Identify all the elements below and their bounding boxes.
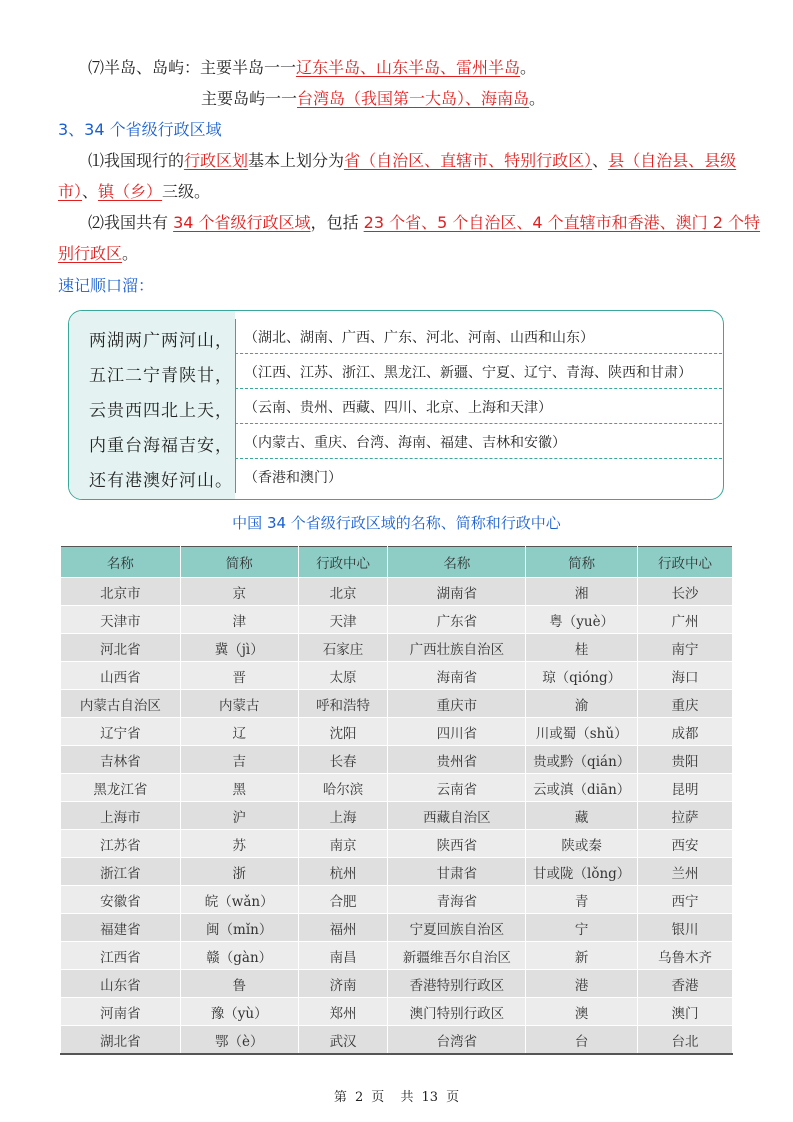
- table-cell: 拉萨: [638, 802, 733, 830]
- table-cell: 苏: [180, 830, 298, 858]
- rhyme-verse: 两湖两广两河山，: [89, 331, 233, 351]
- table-cell: 吉: [180, 746, 298, 774]
- table-cell: 沪: [180, 802, 298, 830]
- table-cell: 皖（wǎn）: [180, 886, 298, 914]
- page-prefix: 第: [333, 1090, 347, 1105]
- table-row: [61, 802, 733, 830]
- table-row: [61, 830, 733, 858]
- column-header: 名称: [61, 547, 181, 578]
- table-cell: 辽宁省: [61, 718, 181, 746]
- table-cell: 长沙: [638, 578, 733, 606]
- table-cell: 鄂（è）: [180, 1026, 298, 1055]
- table-row: [61, 970, 733, 998]
- table-cell: 昆明: [638, 774, 733, 802]
- punctuation: 。: [529, 89, 546, 108]
- table-cell: 河南省: [61, 998, 181, 1026]
- text-span: 我国共有: [104, 213, 174, 232]
- highlight-term: 省（自治区、直辖市、特别行政区）: [344, 151, 593, 170]
- table-cell: 成都: [638, 718, 733, 746]
- column-header: 简称: [526, 547, 638, 578]
- rhyme-province-list: （云南、贵州、西藏、四川、北京、上海和天津）: [244, 400, 552, 416]
- table-cell: 新: [526, 942, 638, 970]
- table-cell: 呼和浩特: [298, 690, 388, 718]
- table-cell: 银川: [638, 914, 733, 942]
- table-cell: 藏: [526, 802, 638, 830]
- paragraph-1-line-2: [58, 181, 210, 203]
- table-cell: 西安: [638, 830, 733, 858]
- table-row: [61, 774, 733, 802]
- table-cell: 川或蜀（shǔ）: [526, 718, 638, 746]
- peninsula-list: 辽东半岛、山东半岛、雷州半岛: [296, 58, 521, 77]
- table-cell: 浙江省: [61, 858, 181, 886]
- table-cell: 上海市: [61, 802, 181, 830]
- table-cell: 内蒙古: [180, 690, 298, 718]
- table-cell: 兰州: [638, 858, 733, 886]
- table-row: [61, 606, 733, 634]
- table-cell: 粤（yuè）: [526, 606, 638, 634]
- column-header: 行政中心: [298, 547, 388, 578]
- table-cell: 澳: [526, 998, 638, 1026]
- table-cell: 辽: [180, 718, 298, 746]
- table-cell: 西宁: [638, 886, 733, 914]
- total-prefix: 共: [400, 1090, 414, 1105]
- table-cell: 豫（yù）: [180, 998, 298, 1026]
- table-cell: 陕西省: [388, 830, 526, 858]
- table-cell: 桂: [526, 634, 638, 662]
- rhyme-verses: [69, 311, 235, 499]
- table-cell: 哈尔滨: [298, 774, 388, 802]
- table-cell: 宁: [526, 914, 638, 942]
- table-cell: 湘: [526, 578, 638, 606]
- highlight-term: 别行政区: [58, 244, 123, 263]
- islands-list: 台湾岛（我国第一大岛）、海南岛: [297, 89, 530, 108]
- peninsula-line: [88, 57, 536, 79]
- page-number: 2: [354, 1090, 364, 1105]
- table-row: [61, 886, 733, 914]
- table-cell: 新疆维吾尔自治区: [388, 942, 526, 970]
- table-cell: 台: [526, 1026, 638, 1055]
- table-cell: 北京市: [61, 578, 181, 606]
- rhyme-province-list: （香港和澳门）: [244, 470, 342, 486]
- highlight-term: 34 个省级行政区域: [173, 213, 311, 232]
- text-span: 基本上划分为: [248, 151, 345, 170]
- table-cell: 石家庄: [298, 634, 388, 662]
- paragraph-2-line-2: [58, 243, 138, 265]
- table-cell: 冀（jì）: [180, 634, 298, 662]
- province-table: [60, 546, 733, 1055]
- table-cell: 海南省: [388, 662, 526, 690]
- table-cell: 赣（gàn）: [180, 942, 298, 970]
- table-cell: 广州: [638, 606, 733, 634]
- table-cell: 广西壮族自治区: [388, 634, 526, 662]
- rhyme-province-cell: [235, 389, 722, 424]
- table-row: [61, 690, 733, 718]
- table-cell: 海口: [638, 662, 733, 690]
- table-cell: 青: [526, 886, 638, 914]
- table-cell: 香港: [638, 970, 733, 998]
- table-cell: 闽（mǐn）: [180, 914, 298, 942]
- table-cell: 甘或陇（lǒng）: [526, 858, 638, 886]
- column-header: 简称: [180, 547, 298, 578]
- table-cell: 南宁: [638, 634, 733, 662]
- section-heading: 3、34 个省级行政区域: [58, 120, 222, 139]
- table-row: [61, 1026, 733, 1055]
- table-cell: 天津市: [61, 606, 181, 634]
- table-cell: 京: [180, 578, 298, 606]
- table-cell: 山东省: [61, 970, 181, 998]
- table-cell: 沈阳: [298, 718, 388, 746]
- table-cell: 广东省: [388, 606, 526, 634]
- paragraph-2-line-1: [88, 212, 760, 234]
- highlight-term: 行政区划: [184, 151, 249, 170]
- page-footer: [0, 1086, 793, 1105]
- table-cell: 合肥: [298, 886, 388, 914]
- table-cell: 江西省: [61, 942, 181, 970]
- text-span: ，包括: [310, 213, 364, 232]
- table-cell: 南昌: [298, 942, 388, 970]
- item-number: ⑵: [88, 213, 105, 232]
- table-cell: 郑州: [298, 998, 388, 1026]
- table-cell: 武汉: [298, 1026, 388, 1055]
- text-span: 我国现行的: [104, 151, 185, 170]
- rhyme-box: [68, 310, 724, 500]
- table-cell: 黑: [180, 774, 298, 802]
- table-cell: 宁夏回族自治区: [388, 914, 526, 942]
- total-pages: 13: [421, 1090, 439, 1105]
- table-cell: 渝: [526, 690, 638, 718]
- rhyme-province-cell: [235, 459, 722, 493]
- rhyme-heading: 速记顺口溜：: [58, 276, 155, 295]
- table-cell: 福州: [298, 914, 388, 942]
- table-cell: 重庆: [638, 690, 733, 718]
- table-cell: 黑龙江省: [61, 774, 181, 802]
- table-cell: 江苏省: [61, 830, 181, 858]
- table-cell: 津: [180, 606, 298, 634]
- highlight-term: 县（自治县、县级: [608, 151, 737, 170]
- islands-label: 主要岛屿一一: [201, 89, 298, 108]
- rhyme-province-list: （江西、江苏、浙江、黑龙江、新疆、宁夏、辽宁、青海、陕西和甘肃）: [244, 365, 692, 381]
- table-cell: 乌鲁木齐: [638, 942, 733, 970]
- table-cell: 贵或黔（qián）: [526, 746, 638, 774]
- text-span: 、: [592, 151, 609, 170]
- table-cell: 贵州省: [388, 746, 526, 774]
- punctuation: 。: [520, 58, 537, 77]
- text-span: 三级。: [162, 182, 211, 201]
- rhyme-province-cell: [235, 354, 722, 389]
- table-cell: 贵阳: [638, 746, 733, 774]
- table-cell: 澳门特别行政区: [388, 998, 526, 1026]
- peninsula-label: 半岛、岛屿：主要半岛一一: [104, 58, 297, 77]
- item-number: ⑴: [88, 151, 105, 170]
- table-row: [61, 746, 733, 774]
- table-cell: 济南: [298, 970, 388, 998]
- table-cell: 上海: [298, 802, 388, 830]
- highlight-term: 镇（乡）: [98, 182, 163, 201]
- table-cell: 内蒙古自治区: [61, 690, 181, 718]
- highlight-term: 市）: [58, 182, 83, 201]
- table-cell: 青海省: [388, 886, 526, 914]
- rhyme-province-list: （湖北、湖南、广西、广东、河北、河南、山西和山东）: [244, 330, 594, 346]
- table-row: [61, 634, 733, 662]
- table-cell: 湖南省: [388, 578, 526, 606]
- table-cell: 澳门: [638, 998, 733, 1026]
- table-row: [61, 998, 733, 1026]
- item-number: ⑺: [88, 58, 105, 77]
- table-cell: 云或滇（diān）: [526, 774, 638, 802]
- page-word: 页: [371, 1090, 385, 1105]
- table-cell: 云南省: [388, 774, 526, 802]
- table-cell: 北京: [298, 578, 388, 606]
- text-span: 。: [122, 244, 139, 263]
- table-cell: 台北: [638, 1026, 733, 1055]
- table-cell: 福建省: [61, 914, 181, 942]
- table-row: [61, 578, 733, 606]
- rhyme-provinces: [235, 311, 723, 499]
- table-row: [61, 914, 733, 942]
- table-cell: 山西省: [61, 662, 181, 690]
- rhyme-province-cell: [235, 424, 722, 459]
- table-cell: 陕或秦: [526, 830, 638, 858]
- table-title: 中国 34 个省级行政区域的名称、简称和行政中心: [232, 514, 561, 532]
- table-header-row: [61, 547, 733, 578]
- table-cell: 吉林省: [61, 746, 181, 774]
- table-cell: 甘肃省: [388, 858, 526, 886]
- rhyme-verse: 还有港澳好河山。: [89, 471, 233, 491]
- rhyme-verse: 云贵西四北上天，: [89, 401, 233, 421]
- islands-line: [201, 88, 545, 110]
- table-cell: 河北省: [61, 634, 181, 662]
- rhyme-province-list: （内蒙古、重庆、台湾、海南、福建、吉林和安徽）: [244, 435, 566, 451]
- highlight-term: 23 个省、5 个自治区、4 个直辖市和香港、澳门 2 个特: [363, 213, 760, 232]
- table-cell: 安徽省: [61, 886, 181, 914]
- table-row: [61, 942, 733, 970]
- table-cell: 天津: [298, 606, 388, 634]
- column-header: 名称: [388, 547, 526, 578]
- paragraph-1-line-1: [88, 150, 736, 172]
- total-word: 页: [446, 1090, 460, 1105]
- table-row: [61, 858, 733, 886]
- rhyme-verse: 五江二宁青陕甘，: [89, 366, 233, 386]
- table-cell: 台湾省: [388, 1026, 526, 1055]
- table-row: [61, 718, 733, 746]
- table-cell: 香港特别行政区: [388, 970, 526, 998]
- rhyme-province-cell: [235, 319, 722, 354]
- table-cell: 晋: [180, 662, 298, 690]
- table-cell: 港: [526, 970, 638, 998]
- table-cell: 杭州: [298, 858, 388, 886]
- table-cell: 南京: [298, 830, 388, 858]
- rhyme-verse: 内重台海福吉安，: [89, 436, 233, 456]
- table-body: [61, 578, 733, 1055]
- table-cell: 长春: [298, 746, 388, 774]
- column-header: 行政中心: [638, 547, 733, 578]
- table-cell: 太原: [298, 662, 388, 690]
- table-cell: 四川省: [388, 718, 526, 746]
- table-cell: 浙: [180, 858, 298, 886]
- table-cell: 琼（qióng）: [526, 662, 638, 690]
- table-cell: 西藏自治区: [388, 802, 526, 830]
- table-cell: 重庆市: [388, 690, 526, 718]
- table-cell: 鲁: [180, 970, 298, 998]
- text-span: 、: [82, 182, 99, 201]
- table-row: [61, 662, 733, 690]
- table-cell: 湖北省: [61, 1026, 181, 1055]
